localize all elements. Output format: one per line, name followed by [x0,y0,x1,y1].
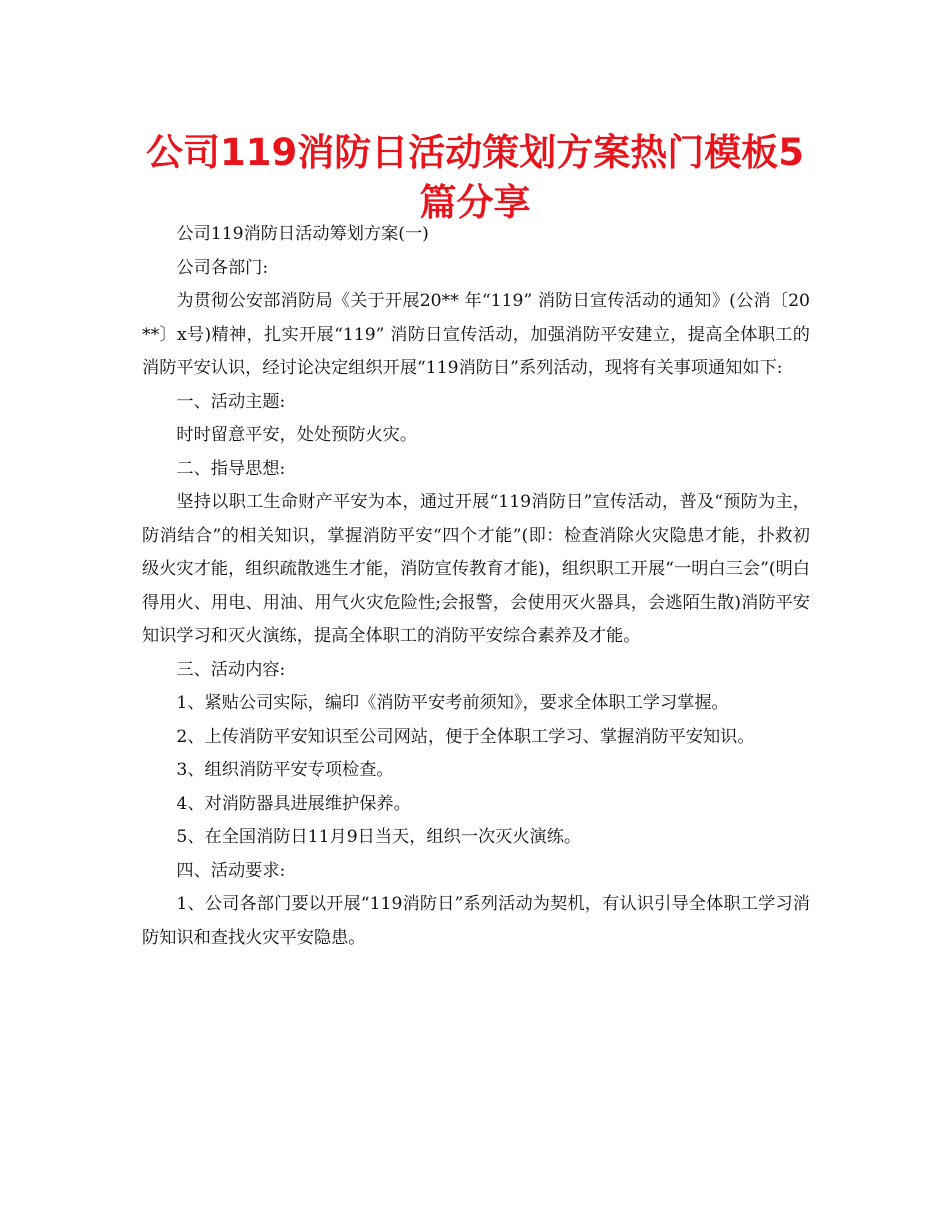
section-heading-guidance: 二、指导思想: [176,458,286,479]
section-heading-requirements: 四、活动要求: [176,860,286,881]
content-item-2: 2、上传消防平安知识至公司网站，便于全体职工学习、掌握消防平安知识。 [176,726,755,747]
theme-paragraph: 时时留意平安，处处预防火灾。 [176,425,418,445]
content-item-3: 3、组织消防平安专项检查。 [176,760,394,780]
content-item-1: 1、紧贴公司实际，编印《消防平安考前须知》，要求全体职工学习掌握。 [176,693,729,713]
intro-paragraph: 为贯彻公安部消防局《关于开展20** 年“119” 消防日宣传活动的通知》(公消〔20**〕x号)精神，扎实开展“119” 消防日宣传活动，加强消防平安建立，提高全体职工的消防平安认识，经讨论决定组织开展“119消防日”系列活动，现将有关事项通知如下: [142,291,810,378]
section-heading-content: 三、活动内容: [176,659,286,680]
requirement-item-1: 1、公司各部门要以开展“119消防日”系列活动为契机，有认识引导全体职工学习消防知识和查找火灾平安隐患。 [142,894,810,948]
salutation: 公司各部门: [176,257,269,278]
content-item-5: 5、在全国消防日11月9日当天，组织一次灭火演练。 [176,827,582,847]
plan-heading: 公司119消防日活动筹划方案(一) [176,224,429,244]
document-body [142,218,810,955]
section-heading-theme: 一、活动主题: [176,391,286,412]
guidance-paragraph: 坚持以职工生命财产平安为本，通过开展“119消防日”宣传活动，普及“预防为主，防消结合”的相关知识，掌握消防平安“四个才能”(即：检查消除火灾隐患才能，扑救初级火灾才能，组织疏散逃生才能，消防宣传教育才能)，组织职工开展“一明白三会”(明白得用火、用电、用油、用气火灾危险性;会报警，会使用灭火器具，会逃陌生散)消防平安知识学习和灭火演练，提高全体职工的消防平安综合素养及才能。 [142,492,810,646]
content-item-4: 4、对消防器具进展维护保养。 [176,793,411,814]
document-title: 公司119消防日活动策划方案热门模板5篇分享 [146,131,804,224]
